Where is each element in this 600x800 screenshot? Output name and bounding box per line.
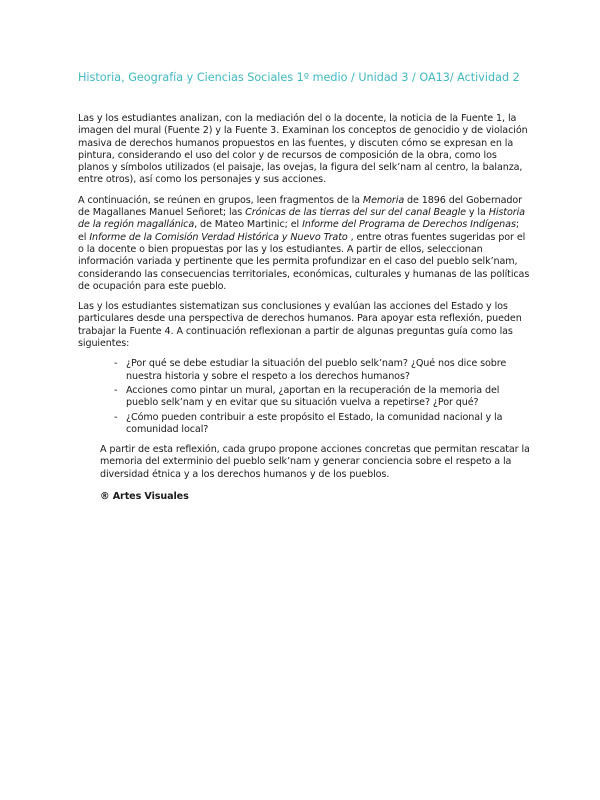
breadcrumb: Historia, Geografía y Ciencias Sociales 1º medio / Unidad 3 / OA13/ Actividad 2	[78, 71, 520, 84]
italic-title: Historia de la región magallánica	[78, 207, 525, 231]
text-segment: y la	[465, 207, 489, 219]
list-item: - Acciones como pintar un mural, ¿aportan en la recuperación de la memoria del pueblo selk’nam y en evitar que su situación vuelva a repetirse? ¿Por qué?	[114, 385, 530, 410]
text-segment: ; el	[78, 219, 519, 243]
italic-title: Informe del Programa de Derechos Indígenas	[302, 219, 516, 231]
paragraph-actions: A partir de esta reflexión, cada grupo propone acciones concretas que permitan rescatar la memoria del exterminio del pueblo selk’nam y generar conciencia sobre el respeto a la diversidad étnica y a los derechos humanos y de los pueblos.	[100, 444, 530, 480]
text-segment: A continuación, se reúnen en grupos, leen fragmentos de la	[78, 194, 363, 206]
text-segment: , de Mateo Martinic; el	[194, 219, 303, 231]
paragraph-reflection: Las y los estudiantes sistematizan sus conclusiones y evalúan las acciones del Estado y los particulares desde una perspectiva de derechos humanos. Para apoyar esta reflexión, pueden trabajar la Fuente 4. A continuación reflexionan a partir de algunas preguntas guía como las siguientes:	[78, 301, 522, 350]
text-segment: de 1896 del Gobernador de Magallanes Manuel Señoret; las	[78, 194, 523, 219]
guide-questions-list	[78, 358, 530, 436]
list-item: - ¿Cómo pueden contribuir a este propósito el Estado, la comunidad nacional y la comunidad local?	[114, 412, 530, 437]
activity-content	[78, 113, 530, 503]
artes-visuales-note: ® Artes Visuales	[100, 491, 189, 503]
text-segment: , entre otras fuentes sugeridas por el o la docente o bien propuestas por las y los estudiantes. A partir de ellos, seleccionan información variada y pertinente que les permita profundizar en el caso del pueblo selk’nam, considerando las consecuencias territoriales, económicas, culturales y humanas de las políticas de ocupación para este pueblo.	[78, 231, 530, 292]
italic-title: Memoria	[362, 194, 405, 206]
list-item: - ¿Por qué se debe estudiar la situación del pueblo selk’nam? ¿Qué nos dice sobre nuestra historia y sobre el respeto a los derechos humanos?	[114, 358, 530, 383]
paragraph-analysis: Las y los estudiantes analizan, con la mediación del o la docente, la noticia de la Fuente 1, la imagen del mural (Fuente 2) y la Fuente 3. Examinan los conceptos de genocidio y de violación masiva de derechos humanos propuestos en las fuentes, y discuten cómo se expresan en la pintura, considerando el uso del color y de recursos de composición de la obra, como los planos y símbolos utilizados (el paisaje, las ovejas, la figura del selk’nam al centro, la balanza, entre otros), así como los personajes y sus acciones.	[78, 113, 528, 186]
paragraph-sources	[78, 195, 530, 293]
italic-title: Informe de la Comisión Verdad Histórica y Nuevo Trato	[89, 231, 348, 243]
italic-title: Crónicas de las tierras del sur del canal Beagle	[245, 207, 466, 219]
